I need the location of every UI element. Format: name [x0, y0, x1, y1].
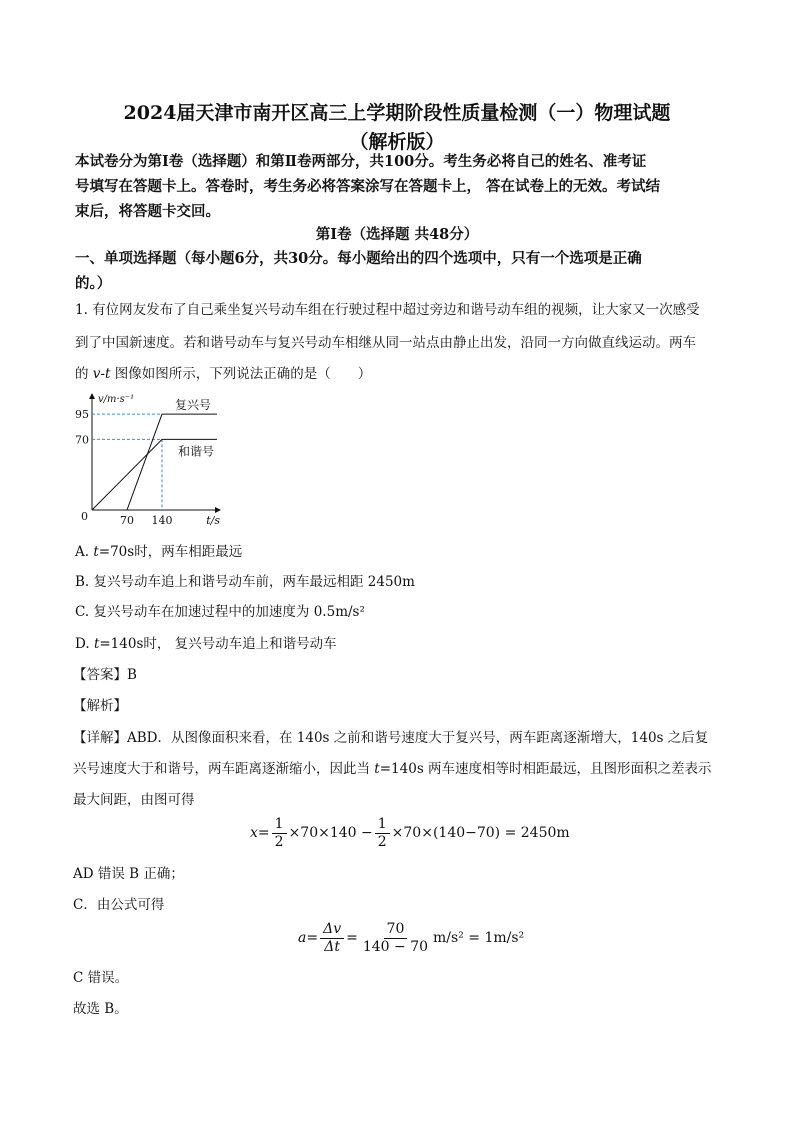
equation-acceleration: a = $\frac{\Delta v}{\Delta t}$ = $\frac{70}{140 - 70}$ m/s² = 1m/s²: [298, 920, 525, 955]
c-conclusion: C 错误。: [73, 970, 129, 986]
page-title: 2024届天津市南开区高三上学期阶段性质量检测（一）物理试题: [123, 102, 671, 124]
detail-line-3: 最大间距，由图可得: [73, 792, 195, 808]
series-line-fuxing: [127, 414, 217, 510]
option-a: A. t=70s时，两车相距最远: [75, 544, 243, 560]
part-header-line-2: 的。）: [75, 275, 112, 292]
c-label: C．由公式可得: [73, 897, 165, 913]
x-axis-label: t/s: [206, 514, 220, 527]
page-subtitle: （解析版）: [349, 131, 445, 153]
detail-line-1: 【详解】ABD．从图像面积来看，在 140s 之前和谐号速度大于复兴号，两车距离逐渐增大，140s 之后复: [73, 730, 709, 746]
origin-label: 0: [81, 510, 88, 523]
section-header: 第Ⅰ卷（选择题 共48分）: [315, 226, 479, 243]
x-tick-140: 140: [151, 514, 173, 527]
intro-line-2: 号填写在答题卡上。答卷时，考生务必将答案涂写在答题卡上， 答在试卷上的无效。考试结: [75, 178, 661, 195]
intro-line-3: 束后，将答题卡交回。: [75, 203, 220, 220]
intro-line-1: 本试卷分为第Ⅰ卷（选择题）和第Ⅱ卷两部分，共100分。考生务必将自己的姓名、准考证: [75, 153, 647, 170]
option-c: C. 复兴号动车在加速过程中的加速度为 0.5m/s²: [75, 604, 365, 620]
detail-line-2: 兴号速度大于和谐号，两车距离逐渐缩小，因此当 t=140s 两车速度相等时相距最远，且图形面积之差表示: [73, 761, 712, 777]
y-tick-95: 95: [75, 408, 89, 422]
y-axis-label: v/m·s⁻¹: [98, 394, 135, 405]
equation-distance: x = $\frac{1}{2}$ ×70×140 − $\frac{1}{2}$ ×70×(140−70) = 2450m: [250, 815, 570, 850]
y-tick-70: 70: [75, 433, 89, 447]
series-label-hexie: 和谐号: [178, 444, 215, 459]
part-header-line-1: 一、单项选择题（每小题6分，共30分。每小题给出的四个选项中，只有一个选项是正确: [75, 250, 642, 267]
vt-chart: [70, 388, 230, 530]
ad-conclusion: AD 错误 B 正确；: [73, 866, 184, 882]
question-line-2: 到了中国新速度。若和谐号动车与复兴号动车相继从同一站点由静止出发，沿同一方向做直线运动。两车: [75, 335, 696, 351]
series-label-fuxing: 复兴号: [175, 398, 212, 413]
question-line-3: 的 v-t 图像如图所示，下列说法正确的是（ ）: [75, 366, 372, 382]
question-line-1: 1. 有位网友发布了自己乘坐复兴号动车组在行驶过程中超过旁边和谐号动车组的视频，让大家又一次感受: [75, 302, 700, 318]
option-b: B. 复兴号动车追上和谐号动车前，两车最远相距 2450m: [75, 574, 415, 590]
answer-label: 【答案】B: [73, 667, 137, 683]
x-tick-70: 70: [120, 514, 134, 527]
final-answer: 故选 B。: [73, 1001, 128, 1017]
option-d: D. t=140s时， 复兴号动车追上和谐号动车: [75, 636, 337, 652]
analysis-label: 【解析】: [73, 698, 127, 714]
